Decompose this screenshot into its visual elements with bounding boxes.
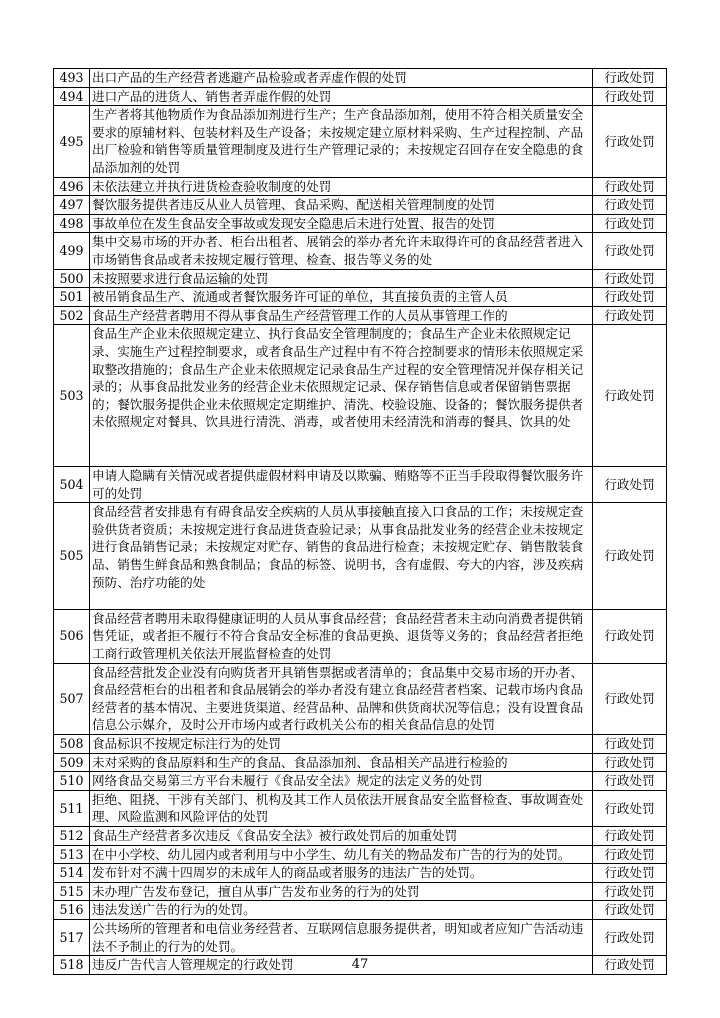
row-item-text-cell [90, 306, 593, 325]
row-type: 行政处罚 [593, 177, 667, 196]
row-item-text: 进口产品的进货人、销售者弄虚作假的处罚 [92, 88, 332, 104]
row-type: 行政处罚 [593, 956, 667, 975]
row-type: 行政处罚 [593, 196, 667, 215]
row-item-text-cell [90, 735, 593, 754]
table-row [54, 901, 667, 920]
table-row [54, 503, 667, 610]
row-type: 行政处罚 [593, 609, 667, 663]
row-item-text: 出口产品的生产经营者逃避产品检验或者弄虚作假的处罚 [92, 70, 407, 85]
row-item-text: 食品生产经营者聘用不得从事食品生产经营管理工作的人员从事管理工作的 [92, 307, 508, 323]
row-item-text: 食品经营者聘用未取得健康证明的人员从事食品经营；食品经营者未主动向消费者提供销售凭证，或者拒不履行不符合食品安全标准的食品更换、退货等义务的；食品经营者拒绝工商行政管理机关依法开展监督检查的处罚 [92, 610, 584, 662]
row-item-text-cell [90, 901, 593, 920]
row-number: 501 [54, 288, 90, 307]
table-row [54, 288, 667, 307]
table-row [54, 772, 667, 791]
table-row [54, 864, 667, 883]
row-number: 516 [54, 901, 90, 920]
row-number: 505 [54, 503, 90, 610]
table-row [54, 106, 667, 177]
row-item-text-cell [90, 269, 593, 288]
row-type: 行政处罚 [593, 288, 667, 307]
row-item-text-cell [90, 772, 593, 791]
row-number: 499 [54, 233, 90, 269]
row-item-text-cell [90, 325, 593, 467]
row-number: 498 [54, 214, 90, 233]
row-type: 行政处罚 [593, 325, 667, 467]
table-row [54, 609, 667, 663]
table-row [54, 269, 667, 288]
row-number: 514 [54, 864, 90, 883]
row-type: 行政处罚 [593, 503, 667, 610]
row-item-text-cell [90, 609, 593, 663]
table-row [54, 882, 667, 901]
page-number: 47 [351, 957, 369, 972]
row-number: 507 [54, 663, 90, 734]
table-row [54, 325, 667, 467]
row-item-text: 生产者将其他物质作为食品添加剂进行生产；生产食品添加剂，使用不符合相关质量安全要求的原辅材料、包装材料及生产设备；未按规定建立原材料采购、生产过程控制、产品出厂检验和销售等质量管理制度及进行生产管理记录的；未按规定召回存在安全隐患的食品添加剂的处罚 [92, 107, 584, 175]
row-item-text: 未办理广告发布登记，擅自从事广告发布业务的行为的处罚 [92, 883, 420, 899]
row-number: 513 [54, 845, 90, 864]
row-number: 515 [54, 882, 90, 901]
row-item-text: 未依法建立并执行进货检查验收制度的处罚 [92, 178, 332, 194]
row-item-text-cell [90, 467, 593, 503]
row-item-text-cell [90, 106, 593, 177]
row-type: 行政处罚 [593, 790, 667, 826]
row-item-text-cell [90, 753, 593, 772]
table-row [54, 790, 667, 826]
row-item-text-cell [90, 69, 593, 88]
row-number: 512 [54, 827, 90, 846]
row-type: 行政处罚 [593, 69, 667, 88]
row-number: 495 [54, 106, 90, 177]
row-number: 496 [54, 177, 90, 196]
row-type: 行政处罚 [593, 735, 667, 754]
row-type: 行政处罚 [593, 106, 667, 177]
row-type: 行政处罚 [593, 306, 667, 325]
row-item-text: 食品生产经营者多次违反《食品安全法》被行政处罚后的加重处罚 [92, 828, 458, 844]
row-item-text-cell [90, 663, 593, 734]
row-type: 行政处罚 [593, 87, 667, 106]
row-item-text-cell [90, 790, 593, 826]
row-type: 行政处罚 [593, 772, 667, 791]
row-type: 行政处罚 [593, 827, 667, 846]
table-row [54, 663, 667, 734]
row-item-text-cell [90, 233, 593, 269]
row-item-text: 餐饮服务提供者违反从业人员管理、食品采购、配送相关管理制度的处罚 [92, 197, 495, 213]
row-item-text: 集中交易市场的开办者、柜台出租者、展销会的举办者允许未取得许可的食品经营者进入市场销售食品或者未按规定履行管理、检查、报告等义务的处 [92, 234, 584, 267]
row-item-text-cell [90, 214, 593, 233]
row-item-text: 食品标识不按规定标注行为的处罚 [92, 736, 281, 752]
row-item-text: 申请人隐瞒有关情况或者提供虚假材料申请及以欺骗、贿赂等不正当手段取得餐饮服务许可的处罚 [92, 468, 584, 501]
table-row [54, 69, 667, 88]
table-row [54, 467, 667, 503]
row-item-text: 未对采购的食品原料和生产的食品、食品添加剂、食品相关产品进行检验的 [92, 754, 508, 770]
table-row [54, 214, 667, 233]
table-row [54, 919, 667, 955]
row-item-text-cell [90, 87, 593, 106]
row-number: 494 [54, 87, 90, 106]
row-number: 497 [54, 196, 90, 215]
row-type: 行政处罚 [593, 901, 667, 920]
table-row [54, 735, 667, 754]
row-number: 517 [54, 919, 90, 955]
row-number: 508 [54, 735, 90, 754]
table-row [54, 845, 667, 864]
row-type: 行政处罚 [593, 233, 667, 269]
row-type: 行政处罚 [593, 864, 667, 883]
row-number: 511 [54, 790, 90, 826]
row-item-text: 事故单位在发生食品安全事故或发现安全隐患后未进行处置、报告的处罚 [92, 215, 495, 231]
row-number: 509 [54, 753, 90, 772]
row-item-text: 被吊销食品生产、流通或者餐饮服务许可证的单位，其直接负责的主管人员 [92, 289, 508, 305]
row-item-text: 公共场所的管理者和电信业务经营者、互联网信息服务提供者，明知或者应知广告活动违法不予制止的行为的处罚。 [92, 920, 584, 954]
row-type: 行政处罚 [593, 753, 667, 772]
row-item-text-cell [90, 288, 593, 307]
row-item-text-cell [90, 882, 593, 901]
row-item-text: 违法发送广告的行为的处罚。 [92, 902, 256, 918]
row-number: 504 [54, 467, 90, 503]
row-item-text-cell [90, 864, 593, 883]
row-item-text: 食品经营者安排患有有碍食品安全疾病的人员从事接触直接入口食品的工作；未按规定查验供货者资质；未按规定进行食品进货查验记录；从事食品批发业务的经营企业未按规定进行食品销售记录；未按规定对贮存、销售的食品进行检查；未按规定贮存、销售散装食品、销售生鲜食品和熟食制品；食品的标签、说明书，含有虚假、夸大的内容，涉及疾病预防、治疗功能的处 [92, 504, 584, 590]
row-number: 506 [54, 609, 90, 663]
table-row [54, 306, 667, 325]
table-row [54, 87, 667, 106]
row-number: 503 [54, 325, 90, 467]
row-item-text-cell [90, 196, 593, 215]
row-type: 行政处罚 [593, 882, 667, 901]
row-type: 行政处罚 [593, 467, 667, 503]
row-item-text: 发布针对不满十四周岁的未成年人的商品或者服务的违法广告的处罚。 [92, 865, 483, 881]
row-item-text: 拒绝、阻挠、干涉有关部门、机构及其工作人员依法开展食品安全监督检查、事故调查处理、风险监测和风险评估的处罚 [92, 791, 584, 825]
table-row [54, 827, 667, 846]
table-row [54, 196, 667, 215]
row-item-text: 违反广告代言人管理规定的行政处罚 [92, 957, 294, 973]
row-item-text-cell [90, 177, 593, 196]
row-item-text: 未按照要求进行食品运输的处罚 [92, 270, 269, 286]
table-row [54, 177, 667, 196]
row-item-text-cell [90, 827, 593, 846]
row-type: 行政处罚 [593, 845, 667, 864]
table-body [54, 69, 667, 975]
row-item-text-cell [90, 919, 593, 955]
row-item-text: 食品经营批发企业没有向购货者开具销售票据或者清单的；食品集中交易市场的开办者、食品经营柜台的出租者和食品展销会的举办者没有建立食品经营者档案、记载市场内食品经营者的基本情况、主要进货渠道、经营品种、品牌和供货商状况等信息；没有设置食品信息公示媒介，及时公开市场内或者行政机关公布的相关食品信息的处罚 [92, 664, 584, 733]
row-number: 500 [54, 269, 90, 288]
row-item-text: 在中小学校、幼儿园内或者利用与中小学生、幼儿有关的物品发布广告的行为的处罚。 [92, 846, 571, 862]
row-type: 行政处罚 [593, 919, 667, 955]
row-item-text: 食品生产企业未依照规定建立、执行食品安全管理制度的；食品生产企业未依照规定记录、实施生产过程控制要求，或者食品生产过程中有不符合控制要求的情形未依照规定采取整改措施的；食品生产企业未依照规定记录食品生产过程的安全管理情况并保存相关记录的；从事食品批发业务的经营企业未依照规定记录、保存销售信息或者保留销售票据的；餐饮服务提供企业未依照规定定期维护、清洗、校验设施、设备的；餐饮服务提供者未依照规定对餐具、饮具进行清洗、消毒，或者使用未经清洗和消毒的餐具、饮具的处 [92, 326, 584, 430]
table-row [54, 753, 667, 772]
row-item-text-cell [90, 845, 593, 864]
row-type: 行政处罚 [593, 663, 667, 734]
row-type: 行政处罚 [593, 269, 667, 288]
row-number: 518 [54, 956, 90, 975]
row-item-text: 网络食品交易第三方平台未履行《食品安全法》规定的法定义务的处罚 [92, 773, 483, 789]
table-row [54, 233, 667, 269]
penalty-table [53, 68, 667, 975]
row-number: 510 [54, 772, 90, 791]
row-number: 493 [54, 69, 90, 88]
row-type: 行政处罚 [593, 214, 667, 233]
row-item-text-cell [90, 503, 593, 610]
row-number: 502 [54, 306, 90, 325]
